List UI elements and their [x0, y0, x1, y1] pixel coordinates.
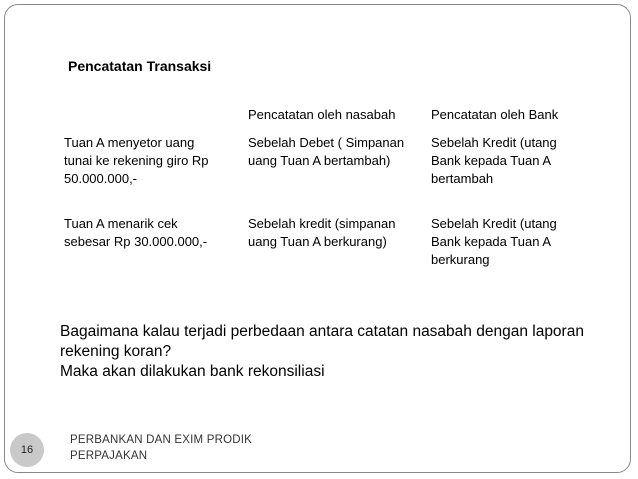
row1-bank: Sebelah Kredit (utang Bank kepada Tuan A bertambah: [431, 135, 557, 186]
row1-nasabah: Sebelah Debet ( Simpanan uang Tuan A bertambah): [248, 135, 405, 168]
row1-transaction: Tuan A menyetor uang tunai ke rekening giro Rp 50.000.000,-: [64, 135, 209, 186]
row2-bank: Sebelah Kredit (utang Bank kepada Tuan A berkurang: [431, 216, 557, 267]
question-text: Bagaimana kalau terjadi perbedaan antara catatan nasabah dengan laporan rekening koran? Maka akan dilakukan bank rekonsiliasi: [60, 323, 584, 380]
header-nasabah: Pencatatan oleh nasabah: [248, 107, 396, 122]
footer-text: PERBANKAN DAN EXIM PRODIK PERPAJAKAN: [70, 434, 253, 462]
row2-transaction: Tuan A menarik cek sebesar Rp 30.000.000,-: [64, 216, 208, 249]
page-number: 16: [20, 444, 34, 456]
slide-title: Pencatatan Transaksi: [68, 58, 212, 74]
page-number-badge: [10, 433, 44, 467]
header-bank: Pencatatan oleh Bank: [431, 107, 559, 122]
row2-nasabah: Sebelah kredit (simpanan uang Tuan A berkurang): [248, 216, 396, 249]
